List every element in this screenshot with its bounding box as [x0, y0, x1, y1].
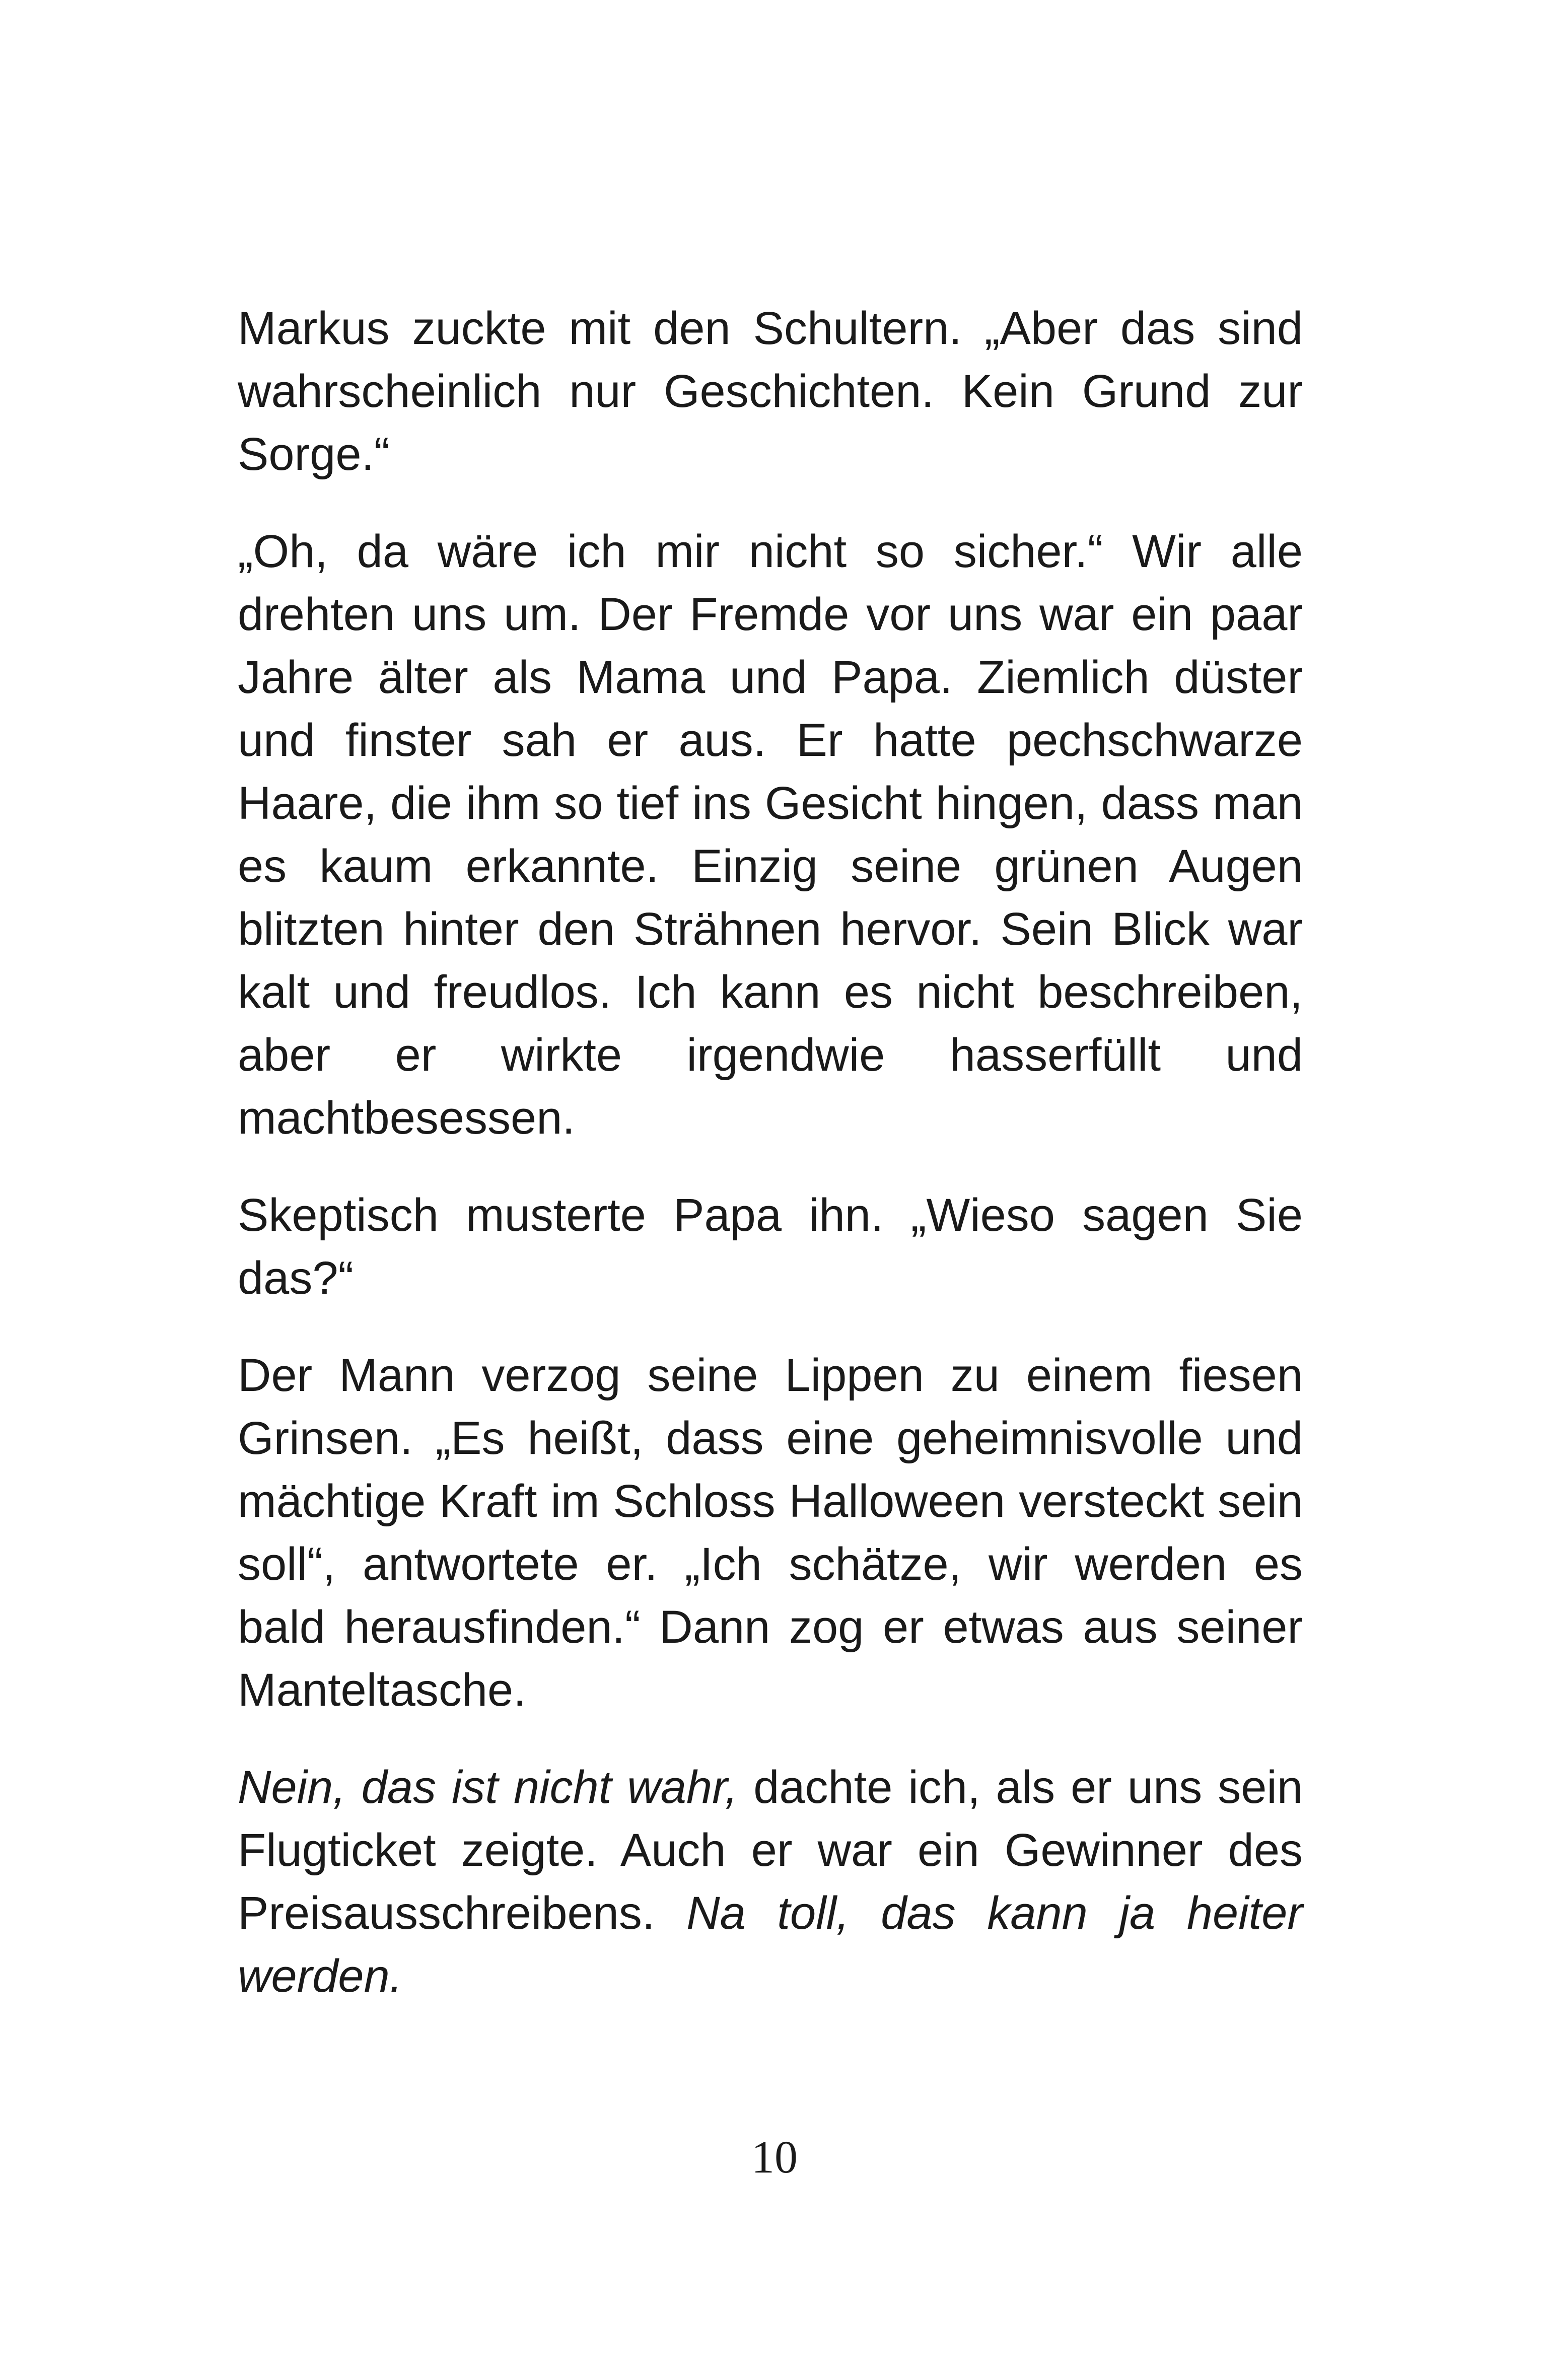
- paragraph-5-text: dachte ich, als er uns sein Flugticket zeigte. Auch er war ein Gewinner des Preisausschreibens.: [238, 1762, 1303, 1939]
- paragraph-4: Der Mann verzog seine Lippen zu einem fiesen Grinsen. „Es heißt, dass eine geheimnisvolle und mächtige Kraft im Schloss Halloween versteckt sein soll“, antwortete er. „Ich schätze, wir werden es bald herausfinden.“ Dann zog er etwas aus seiner Manteltasche.: [238, 1350, 1303, 1716]
- paragraph-1: Markus zuckte mit den Schultern. „Aber das sind wahrscheinlich nur Geschichten. Kein Grund zur Sorge.“: [238, 303, 1303, 480]
- italic-thought-1: Nein, das ist nicht wahr,: [238, 1762, 738, 1813]
- body-text: [238, 297, 1303, 2008]
- paragraph-3: Skeptisch musterte Papa ihn. „Wieso sagen Sie das?“: [238, 1189, 1303, 1304]
- page-number: 10: [751, 2131, 798, 2183]
- paragraph-2: „Oh, da wäre ich mir nicht so sicher.“ Wir alle drehten uns um. Der Fremde vor uns war ein paar Jahre älter als Mama und Papa. Ziemlich düster und finster sah er aus. Er hatte pechschwarze Haare, die ihm so tief ins Gesicht hingen, dass man es kaum erkannte. Einzig seine grünen Augen blitzten hinter den Strähnen hervor. Sein Blick war kalt und freudlos. Ich kann es nicht beschreiben, aber er wirkte irgendwie hasserfüllt und machtbesessen.: [238, 526, 1303, 1144]
- italic-thought-2: Na toll, das kann ja heiter werden.: [238, 1887, 1303, 2002]
- paragraph-5: [238, 1756, 1303, 2008]
